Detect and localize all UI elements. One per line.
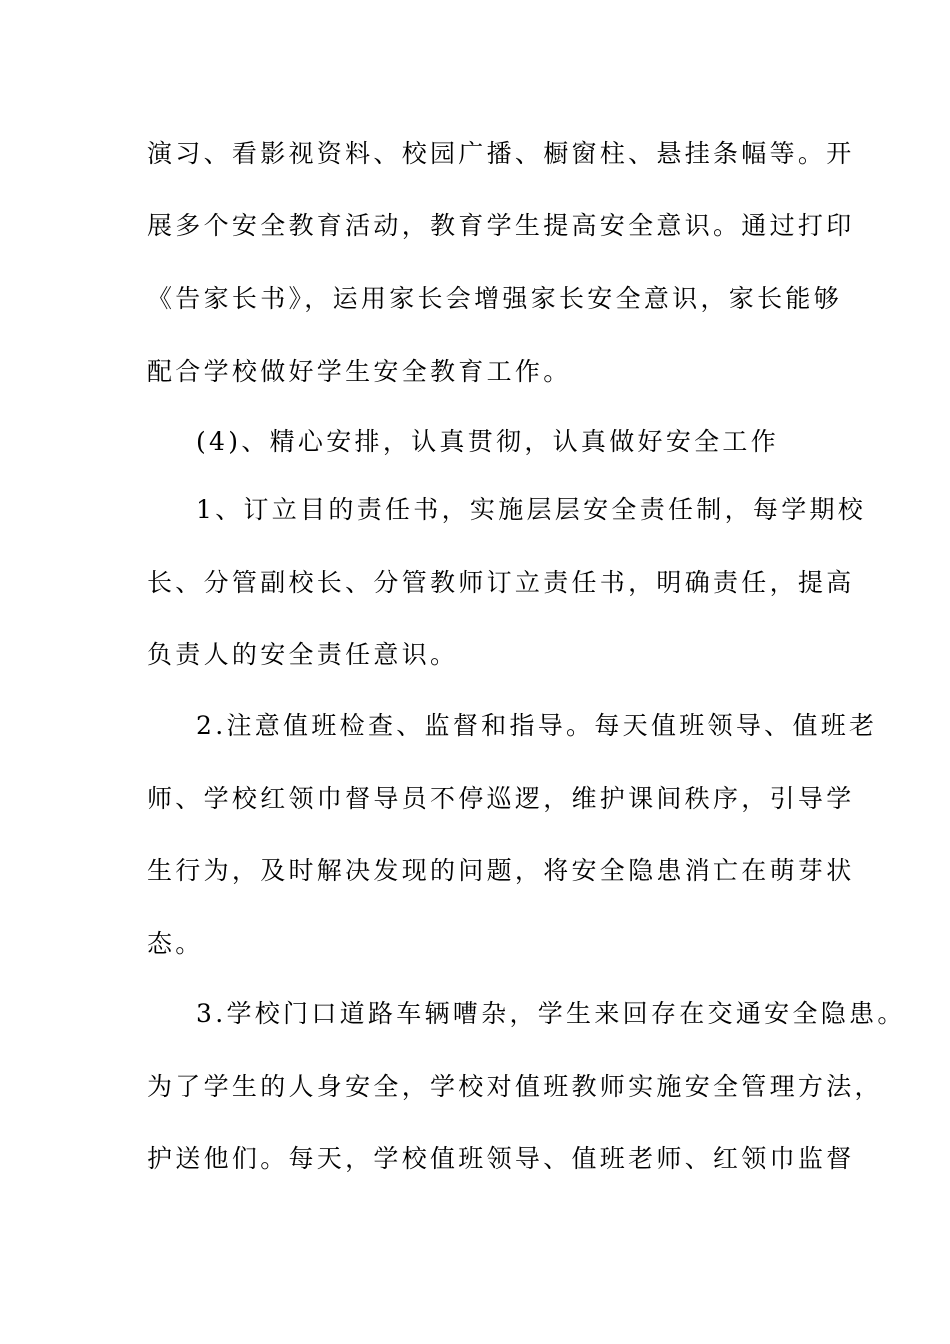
- text-line: 配合学校做好学生安全教育工作。: [147, 357, 572, 386]
- text-line: 态。: [147, 929, 204, 958]
- text-line: 1、订立目的责任书，实施层层安全责任制，每学期校: [196, 495, 867, 524]
- text-line: 护送他们。每天，学校值班领导、值班老师、红领巾监督: [147, 1144, 855, 1173]
- text-line: 师、学校红领巾督导员不停巡逻，维护课间秩序，引导学: [147, 784, 855, 813]
- text-line: 长、分管副校长、分管教师订立责任书，明确责任，提高: [147, 568, 855, 597]
- text-line: 为了学生的人身安全，学校对值班教师实施安全管理方法，: [147, 1072, 883, 1101]
- text-line: 演习、看影视资料、校园广播、橱窗柱、悬挂条幅等。开: [147, 139, 855, 168]
- text-line: 负责人的安全责任意识。: [147, 640, 459, 669]
- text-line: 展多个安全教育活动，教育学生提高安全意识。通过打印: [147, 211, 855, 240]
- text-line: 《告家长书》，运用家长会增强家长安全意识，家长能够: [147, 284, 843, 313]
- text-line: 3.学校门口道路车辆嘈杂，学生来回存在交通安全隐患。: [196, 999, 906, 1028]
- text-line: 生行为，及时解决发现的问题，将安全隐患消亡在萌芽状: [147, 856, 855, 885]
- section-heading: (4)、精心安排，认真贯彻，认真做好安全工作: [196, 427, 780, 456]
- text-line: 2.注意值班检查、监督和指导。每天值班领导、值班老: [196, 711, 878, 740]
